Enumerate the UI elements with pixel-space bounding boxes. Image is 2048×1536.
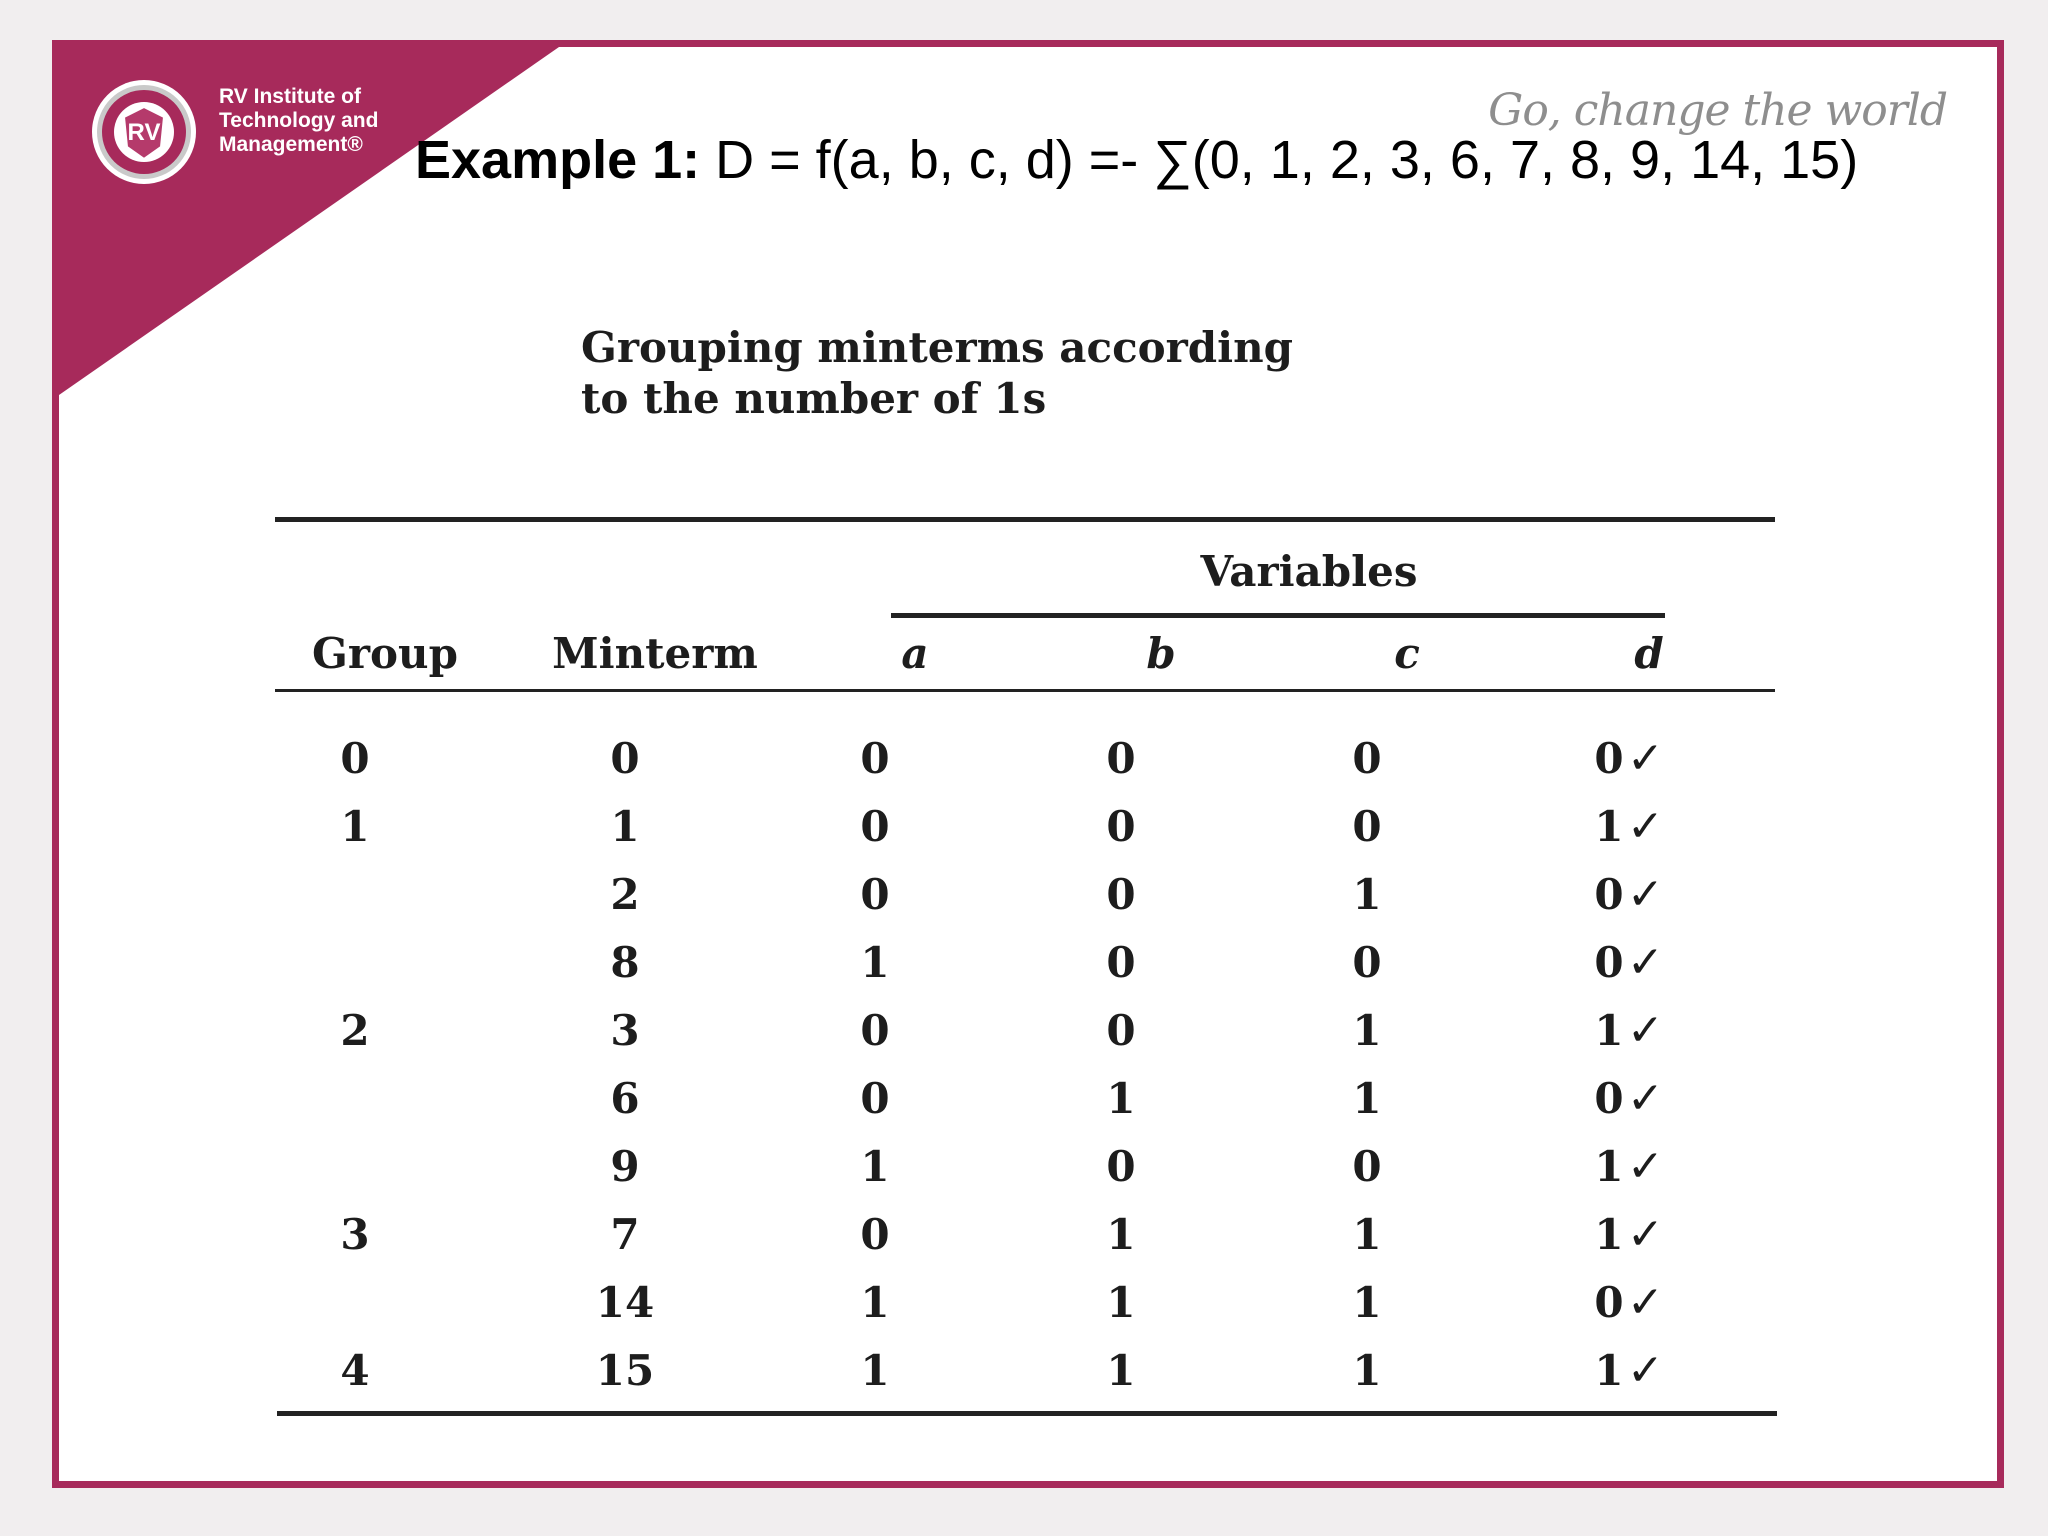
cell-minterm: 1 <box>610 802 640 851</box>
cell-a: 0 <box>860 802 890 851</box>
cell-d: 0 <box>1594 1074 1624 1123</box>
variables-header: Variables <box>1200 547 1418 596</box>
cell-c: 0 <box>1352 938 1382 987</box>
cell-c: 1 <box>1352 1278 1382 1327</box>
cell-b: 0 <box>1106 870 1136 919</box>
cell-d: 0 <box>1594 734 1624 783</box>
cell-d: 1 <box>1594 1210 1624 1259</box>
cell-a: 0 <box>860 870 890 919</box>
check-icon: ✓ <box>1627 1005 1664 1056</box>
cell-b: 0 <box>1106 802 1136 851</box>
check-icon: ✓ <box>1627 1345 1664 1396</box>
column-header-a: a <box>901 629 929 678</box>
cell-group: 4 <box>340 1346 370 1395</box>
cell-c: 1 <box>1352 1346 1382 1395</box>
check-icon: ✓ <box>1627 937 1664 988</box>
cell-d: 0 <box>1594 870 1624 919</box>
example-expression: D = f(a, b, c, d) =- ∑(0, 1, 2, 3, 6, 7, 8, 9, 14, 15) <box>700 130 1859 190</box>
cell-b: 1 <box>1106 1278 1136 1327</box>
table-row <box>59 861 1997 929</box>
check-icon: ✓ <box>1627 733 1664 784</box>
cell-b: 1 <box>1106 1346 1136 1395</box>
table-row <box>59 725 1997 793</box>
check-icon: ✓ <box>1627 801 1664 852</box>
cell-minterm: 2 <box>610 870 640 919</box>
cell-minterm: 3 <box>610 1006 640 1055</box>
cell-c: 0 <box>1352 1142 1382 1191</box>
svg-text:RV: RV <box>127 119 161 146</box>
check-icon: ✓ <box>1627 1073 1664 1124</box>
cell-group: 1 <box>340 802 370 851</box>
cell-d: 1 <box>1594 1142 1624 1191</box>
column-header-b: b <box>1146 629 1176 678</box>
cell-group: 3 <box>340 1210 370 1259</box>
cell-a: 1 <box>860 1142 890 1191</box>
cell-a: 1 <box>860 938 890 987</box>
cell-c: 1 <box>1352 1074 1382 1123</box>
institute-name <box>219 85 419 157</box>
table-bottom-rule <box>277 1411 1777 1416</box>
check-icon: ✓ <box>1627 869 1664 920</box>
cell-minterm: 8 <box>610 938 640 987</box>
institute-name-line: RV Institute of <box>219 85 361 108</box>
cell-b: 1 <box>1106 1074 1136 1123</box>
cell-c: 0 <box>1352 802 1382 851</box>
variables-rule <box>891 613 1665 618</box>
cell-a: 0 <box>860 734 890 783</box>
cell-c: 1 <box>1352 1210 1382 1259</box>
table-caption <box>581 322 1293 424</box>
column-header-c: c <box>1394 629 1420 678</box>
cell-minterm: 9 <box>610 1142 640 1191</box>
table-row <box>59 1133 1997 1201</box>
table-row <box>59 1065 1997 1133</box>
column-header-d: d <box>1634 629 1664 678</box>
cell-a: 0 <box>860 1006 890 1055</box>
table-header-rule <box>275 689 1775 692</box>
cell-a: 0 <box>860 1210 890 1259</box>
tagline: Go, change the world <box>1488 85 1947 136</box>
cell-b: 1 <box>1106 1210 1136 1259</box>
cell-b: 0 <box>1106 734 1136 783</box>
cell-minterm: 6 <box>610 1074 640 1123</box>
cell-minterm: 0 <box>610 734 640 783</box>
cell-b: 0 <box>1106 1142 1136 1191</box>
slide <box>52 40 2004 1488</box>
table-row <box>59 1201 1997 1269</box>
column-header-minterm: Minterm <box>552 629 758 678</box>
cell-a: 1 <box>860 1346 890 1395</box>
table-row <box>59 1337 1997 1405</box>
table-row <box>59 1269 1997 1337</box>
cell-group: 0 <box>340 734 370 783</box>
cell-d: 1 <box>1594 1346 1624 1395</box>
example-heading <box>415 129 1858 191</box>
cell-minterm: 14 <box>595 1278 655 1327</box>
cell-d: 1 <box>1594 1006 1624 1055</box>
cell-d: 1 <box>1594 802 1624 851</box>
table-row <box>59 793 1997 861</box>
cell-b: 0 <box>1106 1006 1136 1055</box>
cell-minterm: 15 <box>595 1346 655 1395</box>
institute-logo-icon <box>89 77 199 187</box>
institute-name-line: Technology and <box>219 109 379 132</box>
check-icon: ✓ <box>1627 1141 1664 1192</box>
cell-c: 0 <box>1352 734 1382 783</box>
table-caption-line: Grouping minterms according <box>581 323 1294 372</box>
cell-a: 0 <box>860 1074 890 1123</box>
cell-a: 1 <box>860 1278 890 1327</box>
cell-c: 1 <box>1352 1006 1382 1055</box>
cell-minterm: 7 <box>610 1210 640 1259</box>
cell-d: 0 <box>1594 938 1624 987</box>
institute-name-line: Management® <box>219 133 363 156</box>
check-icon: ✓ <box>1627 1277 1664 1328</box>
table-top-rule <box>275 517 1775 522</box>
cell-b: 0 <box>1106 938 1136 987</box>
table-caption-line: to the number of 1s <box>581 374 1047 423</box>
column-header-group: Group <box>312 629 458 678</box>
cell-d: 0 <box>1594 1278 1624 1327</box>
table-row <box>59 997 1997 1065</box>
cell-c: 1 <box>1352 870 1382 919</box>
check-icon: ✓ <box>1627 1209 1664 1260</box>
cell-group: 2 <box>340 1006 370 1055</box>
example-label: Example 1: <box>415 130 701 190</box>
table-row <box>59 929 1997 997</box>
